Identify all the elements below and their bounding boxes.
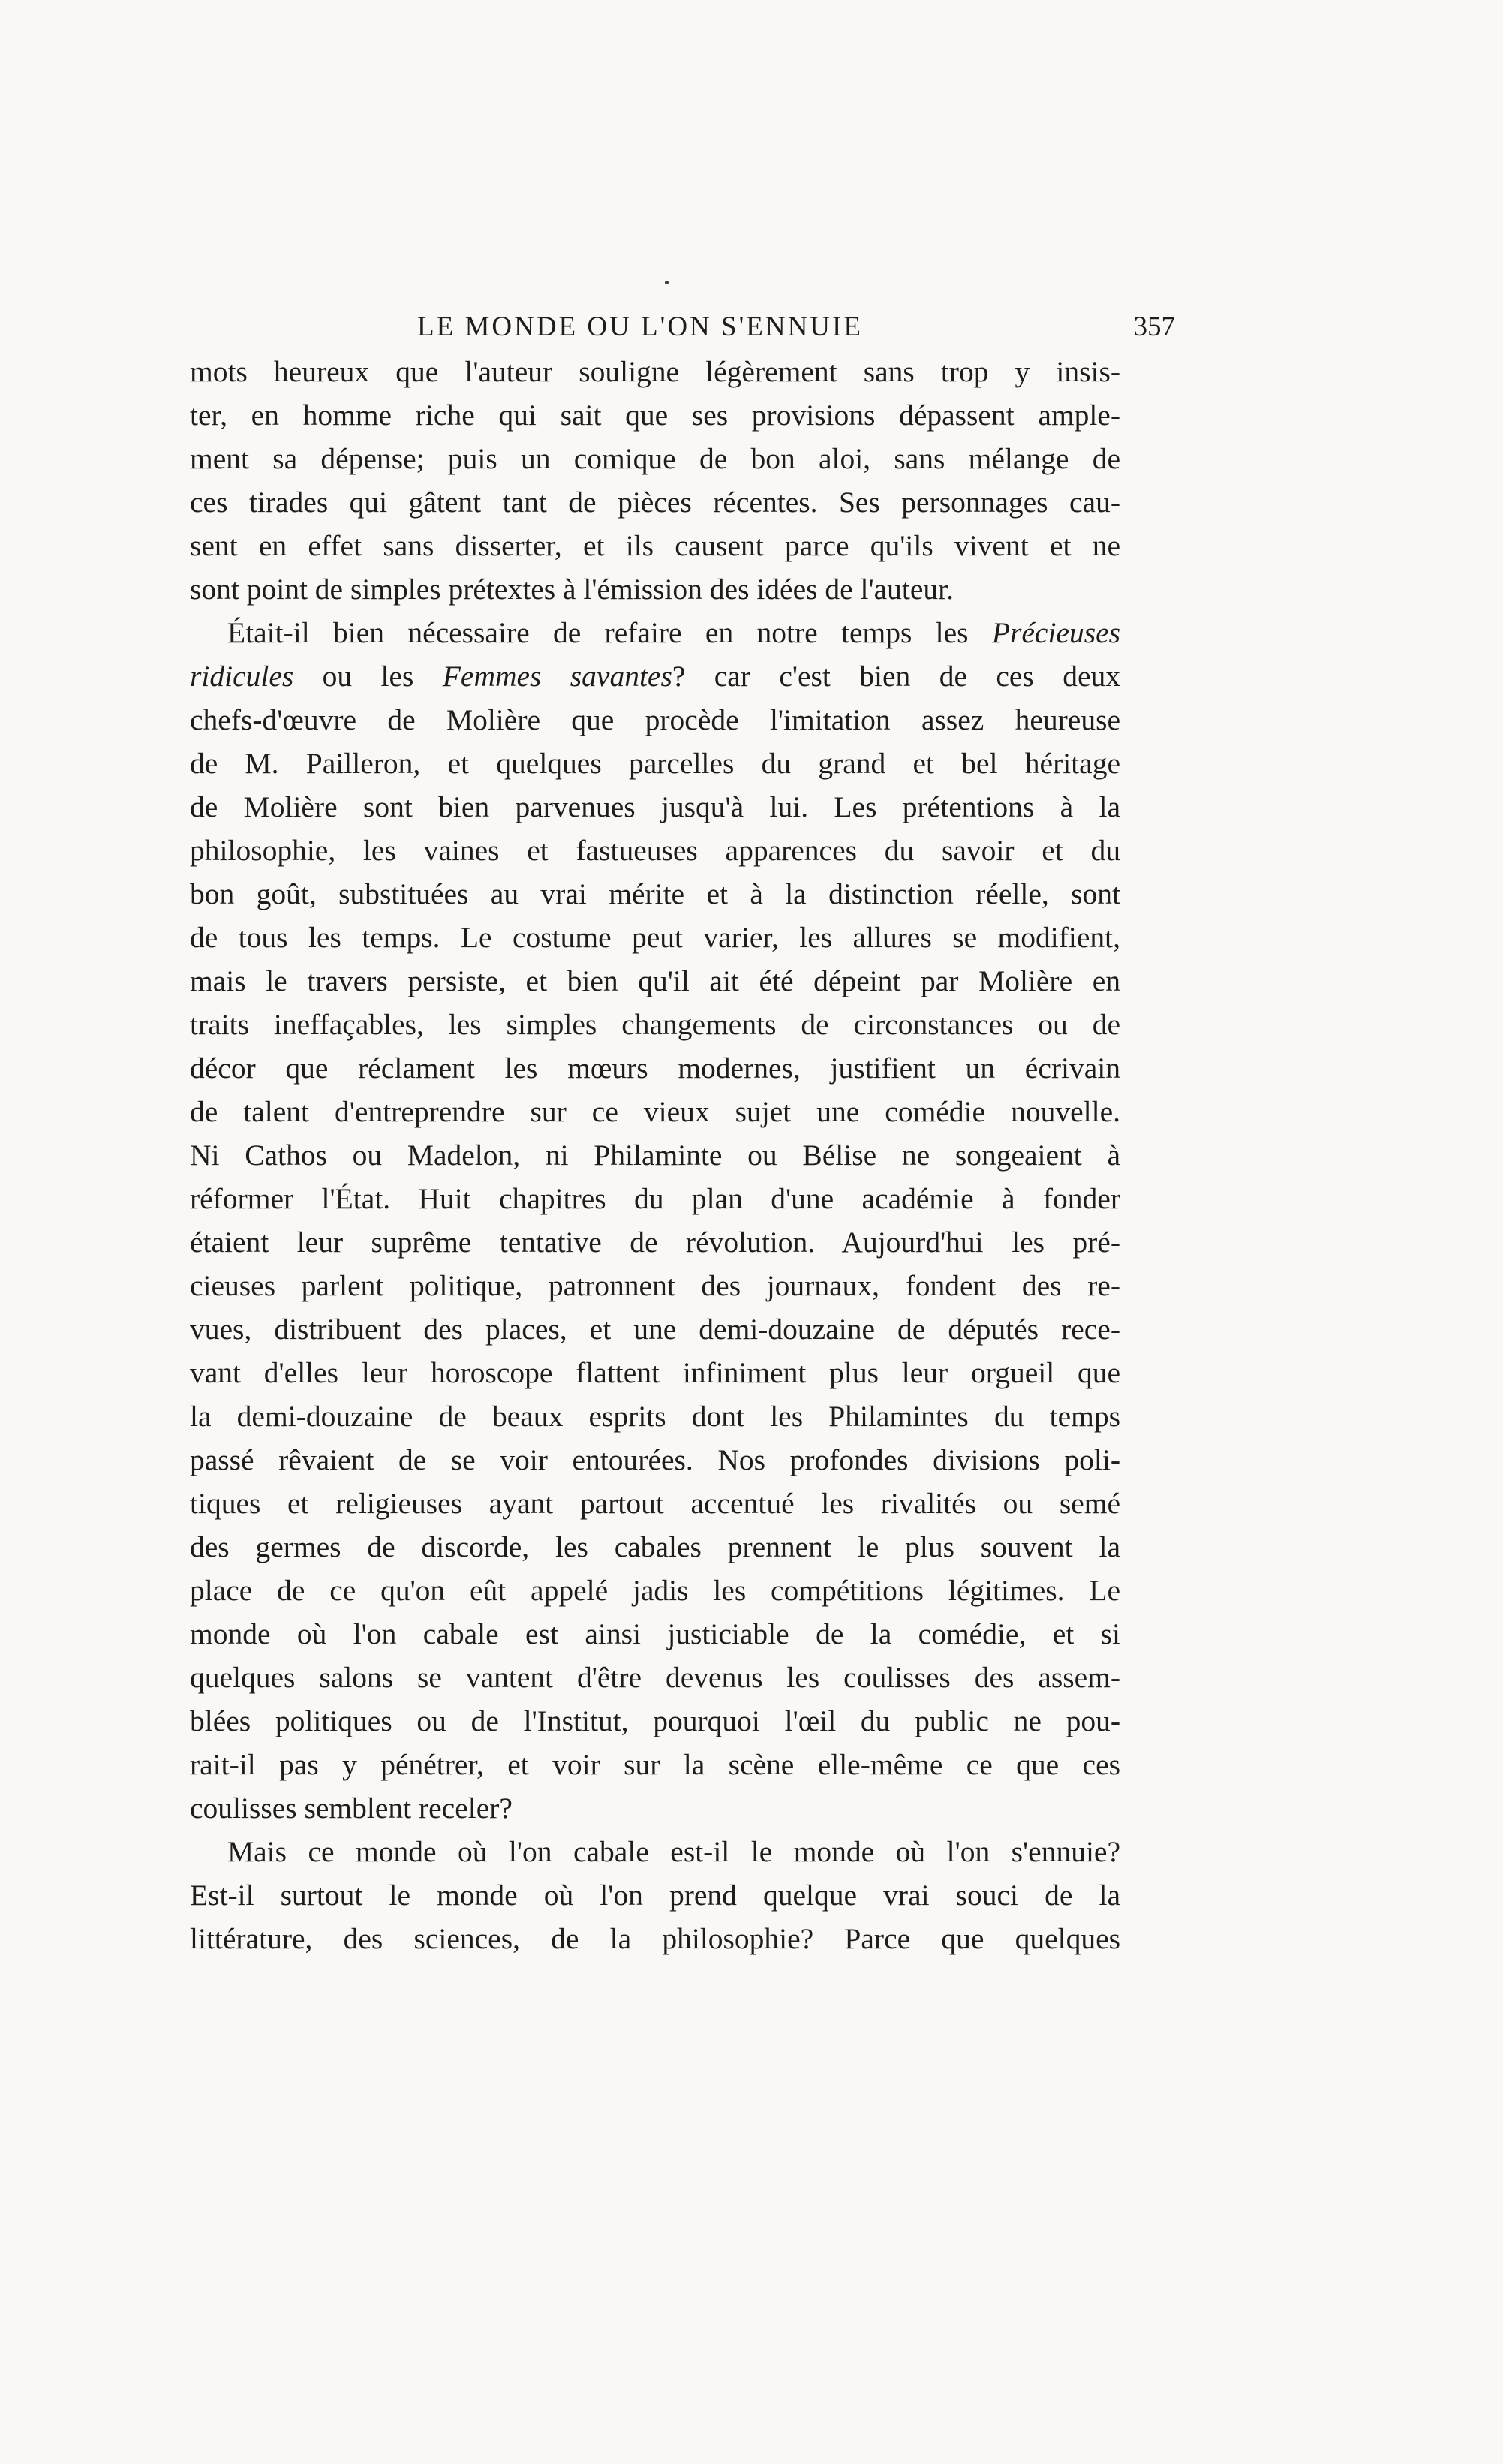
text-line: traits ineffaçables, les simples changements de circonstances ou de xyxy=(190,1008,1120,1041)
ink-speck xyxy=(665,281,669,284)
work-title-ridicules: ridicules xyxy=(190,660,294,693)
text-line: de talent d'entreprendre sur ce vieux sujet une comédie nouvelle. xyxy=(190,1095,1120,1128)
text-line: de M. Pailleron, et quelques parcelles du grand et bel héritage xyxy=(190,747,1120,780)
text-line: chefs-d'œuvre de Molière que procède l'imitation assez heureuse xyxy=(190,703,1120,736)
text-run: Était-il bien nécessaire de refaire en notre temps les xyxy=(227,616,992,649)
text-line: philosophie, les vaines et fastueuses apparences du savoir et du xyxy=(190,834,1120,867)
text-line: décor que réclament les mœurs modernes, justifient un écrivain xyxy=(190,1051,1120,1085)
text-line: littérature, des sciences, de la philosophie? Parce que quelques xyxy=(190,1922,1120,1955)
text-line: de Molière sont bien parvenues jusqu'à lui. Les prétentions à la xyxy=(190,790,1120,823)
text-line: Mais ce monde où l'on cabale est-il le monde où l'on s'ennuie? xyxy=(227,1835,1120,1868)
text-line: ces tirades qui gâtent tant de pièces récentes. Ses personnages cau- xyxy=(190,486,1120,519)
work-title-femmes-savantes: Femmes savantes xyxy=(442,660,672,693)
text-line: cieuses parlent politique, patronnent des journaux, fondent des re- xyxy=(190,1269,1120,1302)
text-run: ? car c'est bien de ces deux xyxy=(672,660,1120,693)
page-header xyxy=(417,308,1175,346)
text-line: monde où l'on cabale est ainsi justiciable de la comédie, et si xyxy=(190,1617,1120,1650)
text-line xyxy=(190,611,1120,654)
text-line: mots heureux que l'auteur souligne légèrement sans trop y insis- xyxy=(190,355,1120,388)
text-line: passé rêvaient de se voir entourées. Nos profondes divisions poli- xyxy=(190,1443,1120,1476)
text-line: coulisses semblent receler? xyxy=(190,1792,513,1825)
text-line: de tous les temps. Le costume peut varier, les allures se modifient, xyxy=(190,921,1120,954)
text-line: place de ce qu'on eût appelé jadis les compétitions légitimes. Le xyxy=(190,1574,1120,1607)
work-title-precieuses: Précieuses xyxy=(991,616,1120,649)
page-number: 357 xyxy=(1133,311,1175,342)
text-line: Est-il surtout le monde où l'on prend quelque vrai souci de la xyxy=(190,1879,1120,1912)
text-line: vant d'elles leur horoscope flattent infiniment plus leur orgueil que xyxy=(190,1356,1120,1389)
text-line: sent en effet sans disserter, et ils causent parce qu'ils vivent et ne xyxy=(190,529,1120,562)
body-text xyxy=(190,350,1120,1960)
text-line: mais le travers persiste, et bien qu'il ait été dépeint par Molière en xyxy=(190,964,1120,997)
text-line: vues, distribuent des places, et une demi-douzaine de députés rece- xyxy=(190,1313,1120,1346)
text-line: rait-il pas y pénétrer, et voir sur la scène elle-même ce que ces xyxy=(190,1748,1120,1781)
text-line: la demi-douzaine de beaux esprits dont les Philamintes du temps xyxy=(190,1400,1120,1433)
text-line: étaient leur suprême tentative de révolution. Aujourd'hui les pré- xyxy=(190,1226,1120,1259)
text-line: tiques et religieuses ayant partout accentué les rivalités ou semé xyxy=(190,1487,1120,1520)
text-line: des germes de discorde, les cabales prennent le plus souvent la xyxy=(190,1530,1120,1563)
running-title: LE MONDE OU L'ON S'ENNUIE xyxy=(417,311,863,342)
text-line: Ni Cathos ou Madelon, ni Philaminte ou Bélise ne songeaient à xyxy=(190,1139,1120,1172)
text-run: ou les xyxy=(293,660,443,693)
text-line: quelques salons se vantent d'être devenus les coulisses des assem- xyxy=(190,1661,1120,1694)
text-line: bon goût, substituées au vrai mérite et à la distinction réelle, sont xyxy=(190,877,1120,910)
text-line: blées politiques ou de l'Institut, pourquoi l'œil du public ne pou- xyxy=(190,1704,1120,1737)
text-line: ter, en homme riche qui sait que ses provisions dépassent ample- xyxy=(190,399,1120,432)
text-line: ment sa dépense; puis un comique de bon aloi, sans mélange de xyxy=(190,442,1120,475)
text-line: réformer l'État. Huit chapitres du plan d'une académie à fonder xyxy=(190,1182,1120,1215)
text-line xyxy=(190,654,1120,698)
text-line: sont point de simples prétextes à l'émission des idées de l'auteur. xyxy=(190,573,954,606)
